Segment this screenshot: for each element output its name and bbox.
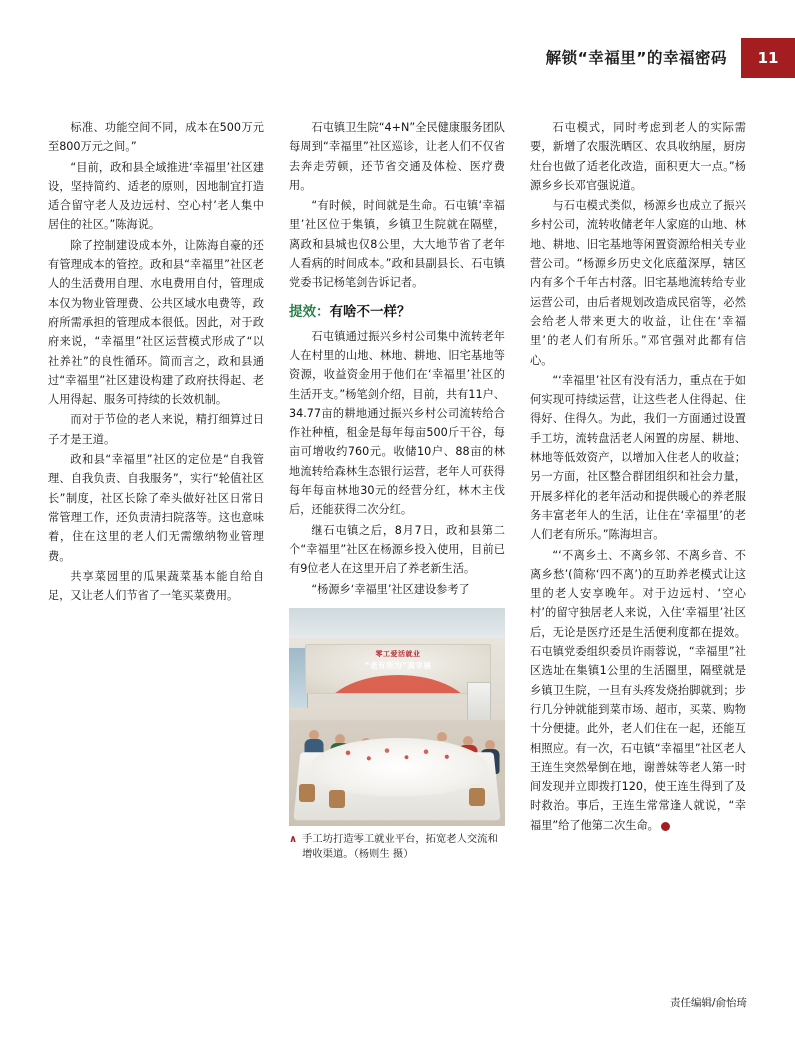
page-number-badge: 11 xyxy=(741,38,795,78)
paragraph: 政和县“幸福里”社区的定位是“自我管理、自我负责、自我服务”，实行“轮值社区长”制度，社区长除了牵头做好社区日常日常管理工作，还负责清扫院落等。这也意味着，住在这里的老人们无需缴纳物业管理费。 xyxy=(48,453,264,563)
photo-workshop xyxy=(289,608,505,826)
paragraph: 石屯镇通过振兴乡村公司集中流转老年人在村里的山地、林地、耕地、旧宅基地等资源，收益资金用于他们在‘幸福里’社区的生活开支。”杨笔剑介绍，目前，共有11户、34.77亩的耕地通过振兴乡村公司流转给合作社种植，租金是每年每亩500斤干谷，每亩可增收约760元。收储10户、88亩的林地流转给森林生态银行运营，老年人可获得每年每亩林地30元的经营分红，林木主伐后，还能获得二次分红。 xyxy=(289,329,505,517)
page-header xyxy=(546,38,795,78)
paragraph: 而对于节俭的老人来说，精打细算过日子才是王道。 xyxy=(48,413,264,446)
paragraph: “‘幸福里’社区有没有活力，重点在于如何实现可持续运营，让这些老人住得起、住得好、住得久。为此，我们一方面通过设置手工坊，流转盘活老人闲置的房屋、耕地、林地等低效资产，以增加入住老人的收益；另一方面，社区整合群团组织和社会力量，开展多样化的老年活动和提供暖心的养老服务丰富老年人的生活，让住在‘幸福里’的老人们老有所乐。”陈海坦言。 xyxy=(530,373,746,542)
caption-arrow-icon: ∧ xyxy=(289,833,298,845)
paragraph: 石屯模式，同时考虑到老人的实际需要，新增了农服洗晒区、农具收纳屋，厨房灶台也做了适老化改造，面积更大一点。”杨源乡乡长邓官强说道。 xyxy=(530,121,746,192)
paragraph xyxy=(530,546,746,835)
section-heading-rest: 有啥不一样？ xyxy=(329,303,411,320)
section-heading xyxy=(289,302,505,322)
end-mark-icon: B xyxy=(661,822,670,831)
paragraph-text: “‘不离乡土、不离乡邻、不离乡音、不离乡愁’(简称‘四不离’)的互助养老模式让这里的老人安享晚年。对于边远村、‘空心村’的留守独居老人来说，入住‘幸福里’社区后，无论是医疗还是生活便利度都在提效。石屯镇党委组织委员许雨蓉说，“幸福里”社区选址在集镇1公里的生活圈里，隔壁就是乡镇卫生院，一旦有头疼发烧抬脚就到；步行几分钟就能到菜市场、超市，买菜、购物十分便捷。此外，老人们住在一起，还能互相照应。有一次，石屯镇“幸福里”社区老人王连生突然晕倒在地，谢善妹等老人第一时间发现并立即拨打120，使王连生得到了及时救治。事后，王连生常常逢人就说，“幸福里”给了他第二次生命。 xyxy=(530,548,746,832)
paragraph: “目前，政和县全域推进‘幸福里’社区建设，坚持简约、适老的原则，因地制宜打造适合留守老人及边远村、空心村’老人集中居住的社区。”陈海说。 xyxy=(48,160,264,232)
paragraph: “杨源乡‘幸福里’社区建设参考了 xyxy=(311,582,470,596)
paragraph: 继石屯镇之后，8月7日，政和县第二个“幸福里”社区在杨源乡投入使用，目前已有9位老人在这里开启了养老新生活。 xyxy=(289,523,505,576)
figure-caption xyxy=(289,832,505,862)
footer-editor: 责任编辑/俞怡琦 xyxy=(669,997,747,1009)
banner-text-line1: 零工爱活就业 xyxy=(375,649,421,658)
column-2 xyxy=(289,118,505,862)
article-body xyxy=(48,118,748,862)
figure xyxy=(289,608,505,862)
column-1 xyxy=(48,118,264,862)
paragraph: 与石屯模式类似，杨源乡也成立了振兴乡村公司，流转收储老年人家庭的山地、林地、耕地、旧宅基地等闲置资源给相关专业营公司。“杨源乡历史文化底蕴深厚，辖区内有多个千年古村落。旧宅基地流转给专业运营公司，由后者规划改造成民宿等，必然会给老人带来更大的收益，让住在‘幸福里’的老人们有所乐。”邓官强对此都有信心。 xyxy=(530,199,746,367)
paragraph: 标准、功能空间不同，成本在500万元至800万元之间。” xyxy=(48,121,264,154)
photo-chair xyxy=(299,784,315,802)
photo-red-petals xyxy=(335,744,465,766)
paragraph: “有时候，时间就是生命。石屯镇‘幸福里’社区位于集镇，乡镇卫生院就在隔壁，离政和县城也仅8公里，大大地节省了老年人看病的时间成本。”政和县副县长、石屯镇党委书记杨笔剑告诉记者。 xyxy=(289,199,505,290)
photo-air-conditioner xyxy=(467,682,491,724)
banner-text-line2: “老有所为”真幸福 xyxy=(364,660,432,670)
photo-chair xyxy=(469,788,485,806)
photo-ceiling xyxy=(289,608,505,642)
column-3 xyxy=(530,118,746,862)
paragraph: 石屯镇卫生院“4+N”全民健康服务团队每周到“幸福里”社区巡诊，让老人们不仅省去奔走劳顿，还节省交通及体检、医疗费用。 xyxy=(289,121,505,192)
photo-chair xyxy=(329,790,345,808)
caption-text: 手工坊打造零工就业平台，拓宽老人交流和增收渠道。（杨则生 摄） xyxy=(302,832,498,860)
page-title: 解锁“幸福里”的幸福密码 xyxy=(545,49,727,67)
paragraph: 除了控制建设成本外，让陈海自豪的还有管理成本的管控。政和县“幸福里”社区老人的生活费用自理、水电费用自付，管理成本仅为物业管理费、公共区域水电费等，政府所需承担的管理成本很低。因此，对于政府来说，“幸福里”社区运营模式形成了“以社养社”的良性循环。简而言之，政和县通过“幸福里”社区建设构建了政府扶得起、老人用得起、服务可持续的长效机制。 xyxy=(48,238,264,407)
banner-arc-shape xyxy=(323,675,473,694)
section-heading-lead: 提效： xyxy=(289,303,330,320)
paragraph: 共享菜园里的瓜果蔬菜基本能自给自足，又让老人们节省了一笔买菜费用。 xyxy=(48,569,264,603)
photo-banner xyxy=(305,644,491,694)
